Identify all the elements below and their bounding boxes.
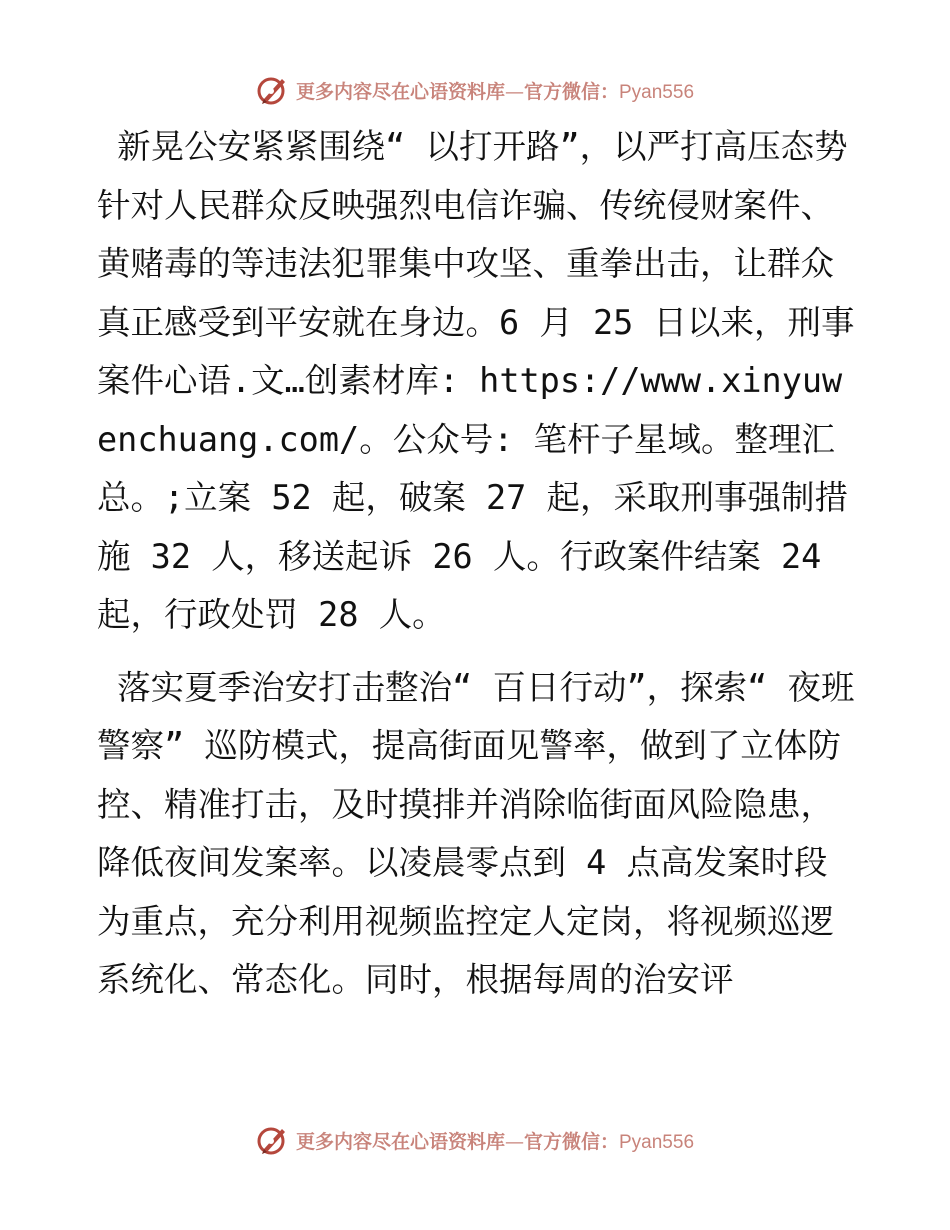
paragraph-2: 落实夏季治安打击整治“ 百日行动”，探索“ 夜班警察” 巡防模式，提高街面见警率，做到了立体防控、精准打击，及时摸排并消除临街面风险隐患，降低夜间发案率。以凌晨零点到 4 点高发案时段为重点，充分利用视频监控定人定岗，将视频巡逻系统化、常态化。同时，根据每周的治安评 — [97, 667, 855, 999]
banner-separator: — — [504, 1130, 524, 1153]
banner-wechat-id: Pyan556 — [619, 1131, 695, 1153]
pen-logo-icon — [256, 73, 290, 107]
banner-wechat-id: Pyan556 — [619, 81, 695, 103]
banner-text: 更多内容尽在心语资料库 — [295, 1130, 505, 1153]
banner-caption — [296, 1127, 694, 1154]
banner-wechat-label: 官方微信： — [523, 1130, 619, 1153]
footer-banner — [0, 1122, 950, 1158]
banner-caption — [296, 77, 694, 104]
document-body — [97, 118, 857, 1010]
banner-wechat-label: 官方微信： — [523, 80, 619, 103]
pen-logo-icon — [256, 1123, 290, 1157]
paragraph-1: 新晃公安紧紧围绕“ 以打开路”，以严打高压态势针对人民群众反映强烈电信诈骗、传统侵财案件、黄赌毒的等违法犯罪集中攻坚、重拳出击，让群众真正感受到平安就在身边。6 月 25 日以来，刑事案件心语.文…创素材库: https://www.xinyuwenchuang.com/。公众号: 笔杆子星域。整理汇总。;立案 52 起，破案 27 起，采取刑事强制措施 32 人，移送起诉 26 人。行政案件结案 24 起，行政处罚 28 人。 — [97, 127, 855, 634]
banner-separator: — — [504, 80, 524, 103]
header-banner — [0, 72, 950, 108]
banner-text: 更多内容尽在心语资料库 — [295, 80, 505, 103]
